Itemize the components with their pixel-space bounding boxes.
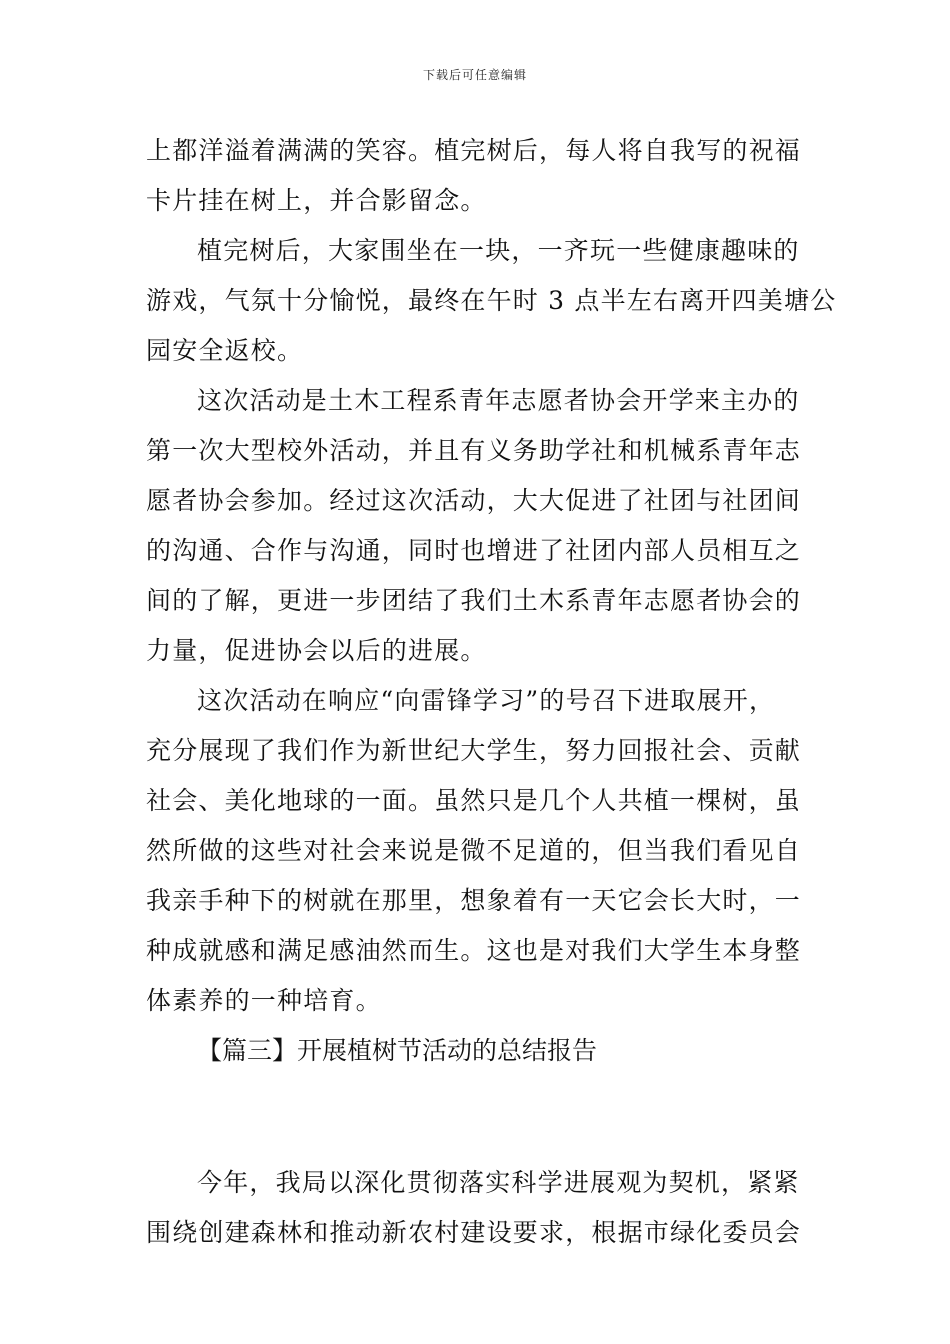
text-line: 游戏，气氛十分愉悦，最终在午时 3 点半左右离开四美塘公 <box>146 286 837 315</box>
text-line: 这次活动在响应“向雷锋学习”的号召下进取展开， <box>197 686 776 715</box>
paragraph <box>146 1162 808 1262</box>
text-line: 的沟通、合作与沟通，同时也增进了社团内部人员相互之 <box>146 536 802 565</box>
text-line: 围绕创建森林和推动新农村建设要求，根据市绿化委员会 <box>146 1218 802 1247</box>
text-line: 充分展现了我们作为新世纪大学生，努力回报社会、贡献 <box>146 736 802 765</box>
paragraph <box>146 680 808 1030</box>
paragraph <box>146 230 837 380</box>
header-note: 下载后可任意编辑 <box>422 68 527 82</box>
text-line: 力量，促进协会以后的进展。 <box>146 636 487 665</box>
text-line: 卡片挂在树上，并合影留念。 <box>146 186 487 215</box>
document-body <box>146 130 837 1262</box>
text-line: 园安全返校。 <box>146 336 304 365</box>
text-line: 社会、美化地球的一面。虽然只是几个人共植一棵树，虽 <box>146 786 802 815</box>
paragraph <box>146 380 808 680</box>
text-line: 第一次大型校外活动，并且有义务助学社和机械系青年志 <box>146 436 802 465</box>
text-line: 这次活动是土木工程系青年志愿者协会开学来主办的 <box>197 386 800 415</box>
text-line: 上都洋溢着满满的笑容。植完树后，每人将自我写的祝福 <box>146 136 802 165</box>
text-line: 种成就感和满足感油然而生。这也是对我们大学生本身整 <box>146 936 802 965</box>
paragraph <box>146 130 808 230</box>
spacer <box>146 1080 808 1162</box>
text-line: 愿者协会参加。经过这次活动，大大促进了社团与社团间 <box>146 486 802 515</box>
text-line: 间的了解，更进一步团结了我们土木系青年志愿者协会的 <box>146 586 802 615</box>
text-line: 植完树后，大家围坐在一块，一齐玩一些健康趣味的 <box>197 236 800 265</box>
section-heading: 【篇三】开展植树节活动的总结报告 <box>197 1036 598 1065</box>
text-line: 体素养的一种培育。 <box>146 986 382 1015</box>
text-line: 然所做的这些对社会来说是微不足道的，但当我们看见自 <box>146 836 802 865</box>
text-line: 我亲手种下的树就在那里，想象着有一天它会长大时，一 <box>146 886 802 915</box>
text-line: 今年，我局以深化贯彻落实科学进展观为契机，紧紧 <box>197 1168 800 1197</box>
